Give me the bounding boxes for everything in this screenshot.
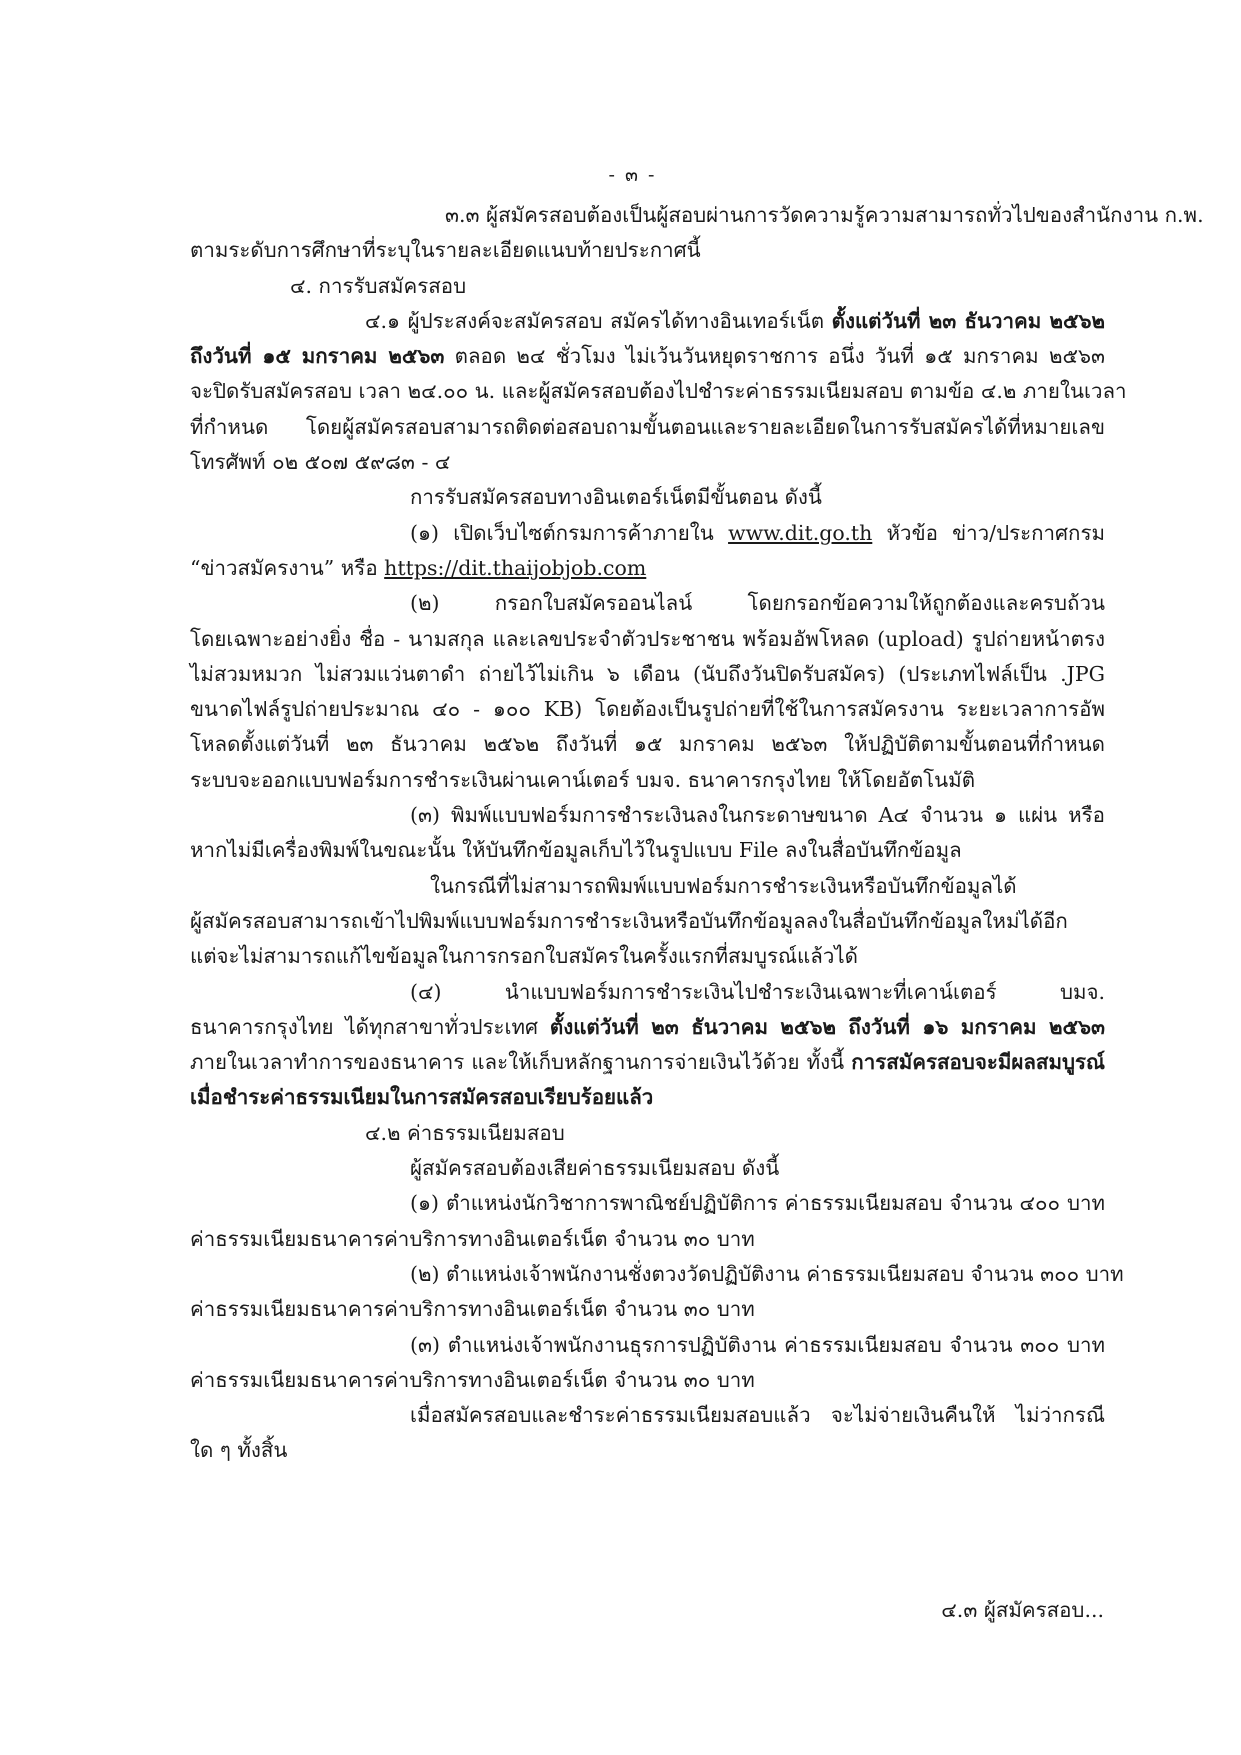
document-body [190, 160, 1204, 1469]
step-4-line-2 [190, 1010, 1105, 1045]
step-3-note-line-3: แต่จะไม่สามารถแก้ไขข้อมูลในการกรอกใบสมัครในครั้งแรกที่สมบูรณ์แล้วได้ [190, 944, 858, 969]
para-4-1-line-4: ที่กำหนด โดยผู้สมัครสอบสามารถติดต่อสอบถามขั้นตอนและรายละเอียดในการรับสมัครได้ที่หมายเลข [190, 414, 1105, 439]
bold-completion-note: การสมัครสอบจะมีผลสมบูรณ์ [851, 1050, 1105, 1075]
step-3-note-line-2: ผู้สมัครสอบสามารถเข้าไปพิมพ์แบบฟอร์มการชำระเงินหรือบันทึกข้อมูลลงในสื่อบันทึกข้อมูลใหม่ได้อีก [190, 908, 1068, 933]
fee-1-line-2: ค่าธรรมเนียมธนาคารค่าบริการทางอินเตอร์เน็ต จำนวน ๓๐ บาท [190, 1226, 755, 1251]
fee-2-line-2: ค่าธรรมเนียมธนาคารค่าบริการทางอินเตอร์เน็ต จำนวน ๓๐ บาท [190, 1297, 755, 1322]
para-3-3-line-1: ๓.๓ ผู้สมัครสอบต้องเป็นผู้สอบผ่านการวัดความรู้ความสามารถทั่วไปของสำนักงาน ก.พ. [445, 203, 1204, 227]
step-2-line-5: โหลดตั้งแต่วันที่ ๒๓ ธันวาคม ๒๕๖๒ ถึงวันที่ ๑๕ มกราคม ๒๕๖๓ ให้ปฏิบัติตามขั้นตอนที่กำหนด [190, 732, 1105, 757]
dit-website-link[interactable]: www.dit.go.th [728, 520, 873, 545]
step-1-line-1 [190, 516, 1105, 551]
fee-1-line-1: (๑) ตำแหน่งนักวิชาการพาณิชย์ปฏิบัติการ ค่าธรรมเนียมสอบ จำนวน ๔๐๐ บาท [410, 1191, 1105, 1216]
text-run: (๑) เปิดเว็บไซต์กรมการค้าภายใน [410, 520, 729, 545]
fee-2-line-1: (๒) ตำแหน่งเจ้าพนักงานชั่งตวงวัดปฏิบัติงาน ค่าธรรมเนียมสอบ จำนวน ๓๐๐ บาท [410, 1261, 1124, 1286]
refund-note-line-2: ใด ๆ ทั้งสิ้น [190, 1438, 288, 1463]
para-4-1-line-5: โทรศัพท์ ๐๒ ๕๐๗ ๕๙๘๓ - ๔ [190, 450, 451, 475]
step-2-line-6: ระบบจะออกแบบฟอร์มการชำระเงินผ่านเคาน์เตอร์ บมจ. ธนาคารกรุงไทย ให้โดยอัตโนมัติ [190, 767, 976, 792]
fee-3-line-1: (๓) ตำแหน่งเจ้าพนักงานธุรการปฏิบัติงาน ค่าธรรมเนียมสอบ จำนวน ๓๐๐ บาท [410, 1332, 1105, 1357]
online-steps-intro: การรับสมัครสอบทางอินเตอร์เน็ตมีขั้นตอน ดังนี้ [410, 485, 822, 510]
bold-payment-period: ตั้งแต่วันที่ ๒๓ ธันวาคม ๒๕๖๒ ถึงวันที่ ๑๖ มกราคม ๒๕๖๓ [549, 1014, 1105, 1039]
text-run: ธนาคารกรุงไทย ได้ทุกสาขาทั่วประเทศ [190, 1014, 550, 1039]
step-3-line-1: (๓) พิมพ์แบบฟอร์มการชำระเงินลงในกระดาษขนาด A๔ จำนวน ๑ แผ่น หรือ [410, 803, 1105, 828]
fee-3-line-2: ค่าธรรมเนียมธนาคารค่าบริการทางอินเตอร์เน็ต จำนวน ๓๐ บาท [190, 1367, 755, 1392]
step-2-line-3: ไม่สวมหมวก ไม่สวมแว่นตาดำ ถ่ายไว้ไม่เกิน ๖ เดือน (นับถึงวันปิดรับสมัคร) (ประเภทไฟล์เป็น .JPG [190, 661, 1105, 686]
step-4-line-4: เมื่อชำระค่าธรรมเนียมในการสมัครสอบเรียบร้อยแล้ว [190, 1085, 654, 1110]
text-run: ๔.๑ ผู้ประสงค์จะสมัครสอบ สมัครได้ทางอินเทอร์เน็ต [365, 308, 832, 333]
bold-date-end: ถึงวันที่ ๑๕ มกราคม ๒๕๖๓ [190, 344, 445, 369]
continuation-marker: ๔.๓ ผู้สมัครสอบ... [941, 1598, 1104, 1622]
step-3-note-line-1: ในกรณีที่ไม่สามารถพิมพ์แบบฟอร์มการชำระเงินหรือบันทึกข้อมูลได้ [430, 873, 1017, 898]
step-2-line-1: (๒) กรอกใบสมัครออนไลน์ โดยกรอกข้อความให้ถูกต้องและครบถ้วน [410, 591, 1105, 616]
fee-intro: ผู้สมัครสอบต้องเสียค่าธรรมเนียมสอบ ดังนี้ [410, 1156, 780, 1181]
text-run: ตลอด ๒๔ ชั่วโมง ไม่เว้นวันหยุดราชการ อนึ่ง วันที่ ๑๕ มกราคม ๒๕๖๓ [444, 344, 1105, 369]
page-number: - ๓ - [608, 164, 657, 186]
section-4-heading: ๔. การรับสมัครสอบ [290, 273, 467, 298]
para-3-3-line-2: ตามระดับการศึกษาที่ระบุในรายละเอียดแนบท้ายประกาศนี้ [190, 238, 701, 263]
text-run: “ข่าวสมัครงาน” หรือ [190, 555, 385, 580]
step-1-line-2 [190, 551, 1105, 586]
thaijobjob-link[interactable]: https://dit.thaijobjob.com [384, 555, 647, 580]
refund-note-line-1: เมื่อสมัครสอบและชำระค่าธรรมเนียมสอบแล้ว จะไม่จ่ายเงินคืนให้ ไม่ว่ากรณี [410, 1403, 1105, 1428]
para-4-1-line-2 [190, 339, 1105, 374]
step-2-line-2: โดยเฉพาะอย่างยิ่ง ชื่อ - นามสกุล และเลขประจำตัวประชาชน พร้อมอัพโหลด (upload) รูปถ่ายหน้าตรง [190, 626, 1105, 651]
bold-date-start: ตั้งแต่วันที่ ๒๓ ธันวาคม ๒๕๖๒ [831, 308, 1105, 333]
text-run: หัวข้อ ข่าว/ประกาศกรม [872, 520, 1105, 545]
section-4-2-heading: ๔.๒ ค่าธรรมเนียมสอบ [365, 1120, 565, 1145]
step-4-line-1: (๔) นำแบบฟอร์มการชำระเงินไปชำระเงินเฉพาะที่เคาน์เตอร์ บมจ. [410, 979, 1105, 1004]
step-3-line-2: หากไม่มีเครื่องพิมพ์ในขณะนั้น ให้บันทึกข้อมูลเก็บไว้ในรูปแบบ File ลงในสื่อบันทึกข้อมูล [190, 838, 962, 863]
text-run: ภายในเวลาทำการของธนาคาร และให้เก็บหลักฐานการจ่ายเงินไว้ด้วย ทั้งนี้ [190, 1050, 852, 1075]
para-4-1-line-1 [190, 304, 1105, 339]
step-4-line-3 [190, 1045, 1105, 1080]
para-4-1-line-3: จะปิดรับสมัครสอบ เวลา ๒๔.๐๐ น. และผู้สมัครสอบต้องไปชำระค่าธรรมเนียมสอบ ตามข้อ ๔.๒ ภายในเวลา [190, 379, 1127, 404]
step-2-line-4: ขนาดไฟล์รูปถ่ายประมาณ ๔๐ - ๑๐๐ KB) โดยต้องเป็นรูปถ่ายที่ใช้ในการสมัครงาน ระยะเวลาการอัพ [190, 697, 1105, 722]
